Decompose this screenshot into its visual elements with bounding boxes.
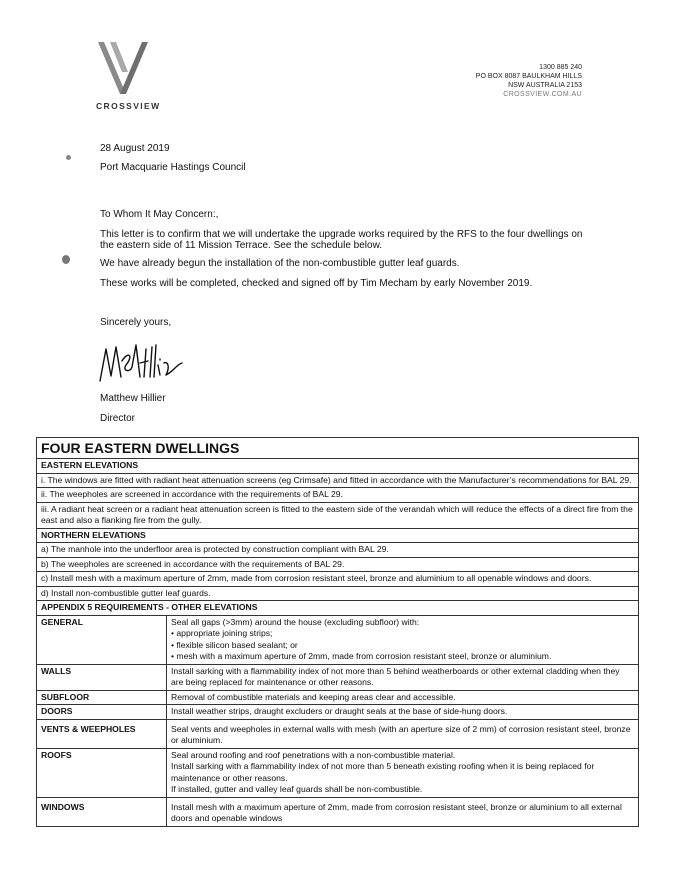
row-label-subfloor: SUBFLOOR: [37, 690, 167, 705]
website: CROSSVIEW.COM.AU: [503, 91, 582, 98]
signer-name: Matthew Hillier: [100, 393, 166, 404]
closing: Sincerely yours,: [100, 317, 172, 328]
table-title: FOUR EASTERN DWELLINGS: [37, 438, 639, 459]
table-row: a) The manhole into the underfloor area is protected by construction compliant with BAL 29.: [37, 543, 639, 558]
roofs-requirement: [167, 748, 639, 797]
list-item: • appropriate joining strips;: [171, 628, 634, 640]
table-row: b) The weepholes are screened in accordance with the requirements of BAL 29.: [37, 557, 639, 572]
paragraph-2: We have already begun the installation of the non-combustible gutter leaf guards.: [100, 258, 460, 269]
signature: [96, 341, 191, 386]
letter-date: 28 August 2019: [100, 143, 170, 154]
list-item: • flexible silicon based sealant; or: [171, 640, 634, 652]
doors-requirement: Install weather strips, draught excluders or draught seals at the base of side-hung doors.: [167, 705, 639, 720]
salutation: To Whom It May Concern:,: [100, 209, 219, 220]
walls-requirement: Install sarking with a flammability index of not more than 5 behind weatherboards or other external cladding when they are being replaced for maintenance or other reasons.: [167, 664, 639, 690]
general-requirements: [167, 615, 639, 664]
table-row: ii. The weepholes are screened in accordance with the requirements of BAL 29.: [37, 488, 639, 503]
general-bullets: [171, 628, 634, 663]
scan-mark-2: [62, 255, 70, 264]
table-row: iii. A radiant heat screen or a radiant heat attenuation screen is fitted to the eastern side of the verandah which will reduce the effects of a direct fire from the east and also a flanking fire from the gully.: [37, 502, 639, 528]
contact-block: [476, 63, 582, 99]
roofs-line: Seal around roofing and roof penetrations with a non-combustible material.: [171, 749, 456, 760]
roofs-line: If installed, gutter and valley leaf guards shall be non-combustible.: [171, 784, 423, 794]
recipient: Port Macquarie Hastings Council: [100, 162, 246, 173]
state-postcode: NSW AUSTRALIA 2153: [508, 82, 582, 89]
roofs-line: Install sarking with a flammability index of not more than 5 beneath existing roofing when it is being replaced for maintenance or other reasons.: [171, 761, 595, 783]
list-item: • mesh with a maximum aperture of 2mm, made from corrosion resistant steel, bronze or aluminium.: [171, 651, 634, 663]
row-label-roofs: ROOFS: [37, 748, 167, 797]
po-box: PO BOX 8087 BAULKHAM HILLS: [475, 73, 582, 80]
section-heading-eastern: EASTERN ELEVATIONS: [37, 459, 639, 474]
vents-requirement: Seal vents and weepholes in external walls with mesh (with an aperture size of 2 mm) of corrosion resistant steel, bronze or aluminium.: [167, 719, 639, 748]
brand-name: CROSSVIEW: [96, 101, 161, 111]
row-label-vents: VENTS & WEEPHOLES: [37, 719, 167, 748]
schedule-table: [36, 437, 639, 827]
section-heading-northern: NORTHERN ELEVATIONS: [37, 528, 639, 543]
section-heading-appendix: APPENDIX 5 REQUIREMENTS - OTHER ELEVATIONS: [37, 601, 639, 616]
table-row: c) Install mesh with a maximum aperture of 2mm, made from corrosion resistant steel, bronze and aluminium to all openable windows and doors.: [37, 572, 639, 587]
crossview-logo: [98, 42, 148, 94]
scan-mark: [66, 155, 71, 160]
paragraph-1: This letter is to confirm that we will undertake the upgrade works required by the RFS to the four dwellings on the eastern side of 11 Mission Terrace. See the schedule below.: [100, 229, 583, 251]
windows-requirement: Install mesh with a maximum aperture of 2mm, made from corrosion resistant steel, bronze or aluminium to all external doors and openable windows: [167, 797, 639, 826]
row-label-windows: WINDOWS: [37, 797, 167, 826]
paragraph-3: These works will be completed, checked and signed off by Tim Mecham by early November 2019.: [100, 278, 533, 289]
row-label-general: GENERAL: [37, 615, 167, 664]
subfloor-requirement: Removal of combustible materials and keeping areas clear and accessible.: [167, 690, 639, 705]
general-intro: Seal all gaps (>3mm) around the house (excluding subfloor) with:: [171, 616, 420, 627]
table-row: i. The windows are fitted with radiant heat attenuation screens (eg Crimsafe) and fitted in accordance with the Manufacturer’s recommendations for BAL 29.: [37, 473, 639, 488]
row-label-walls: WALLS: [37, 664, 167, 690]
row-label-doors: DOORS: [37, 705, 167, 720]
table-row: d) Install non-combustible gutter leaf guards.: [37, 586, 639, 601]
phone: 1300 885 240: [539, 64, 582, 71]
signer-title: Director: [100, 413, 136, 424]
